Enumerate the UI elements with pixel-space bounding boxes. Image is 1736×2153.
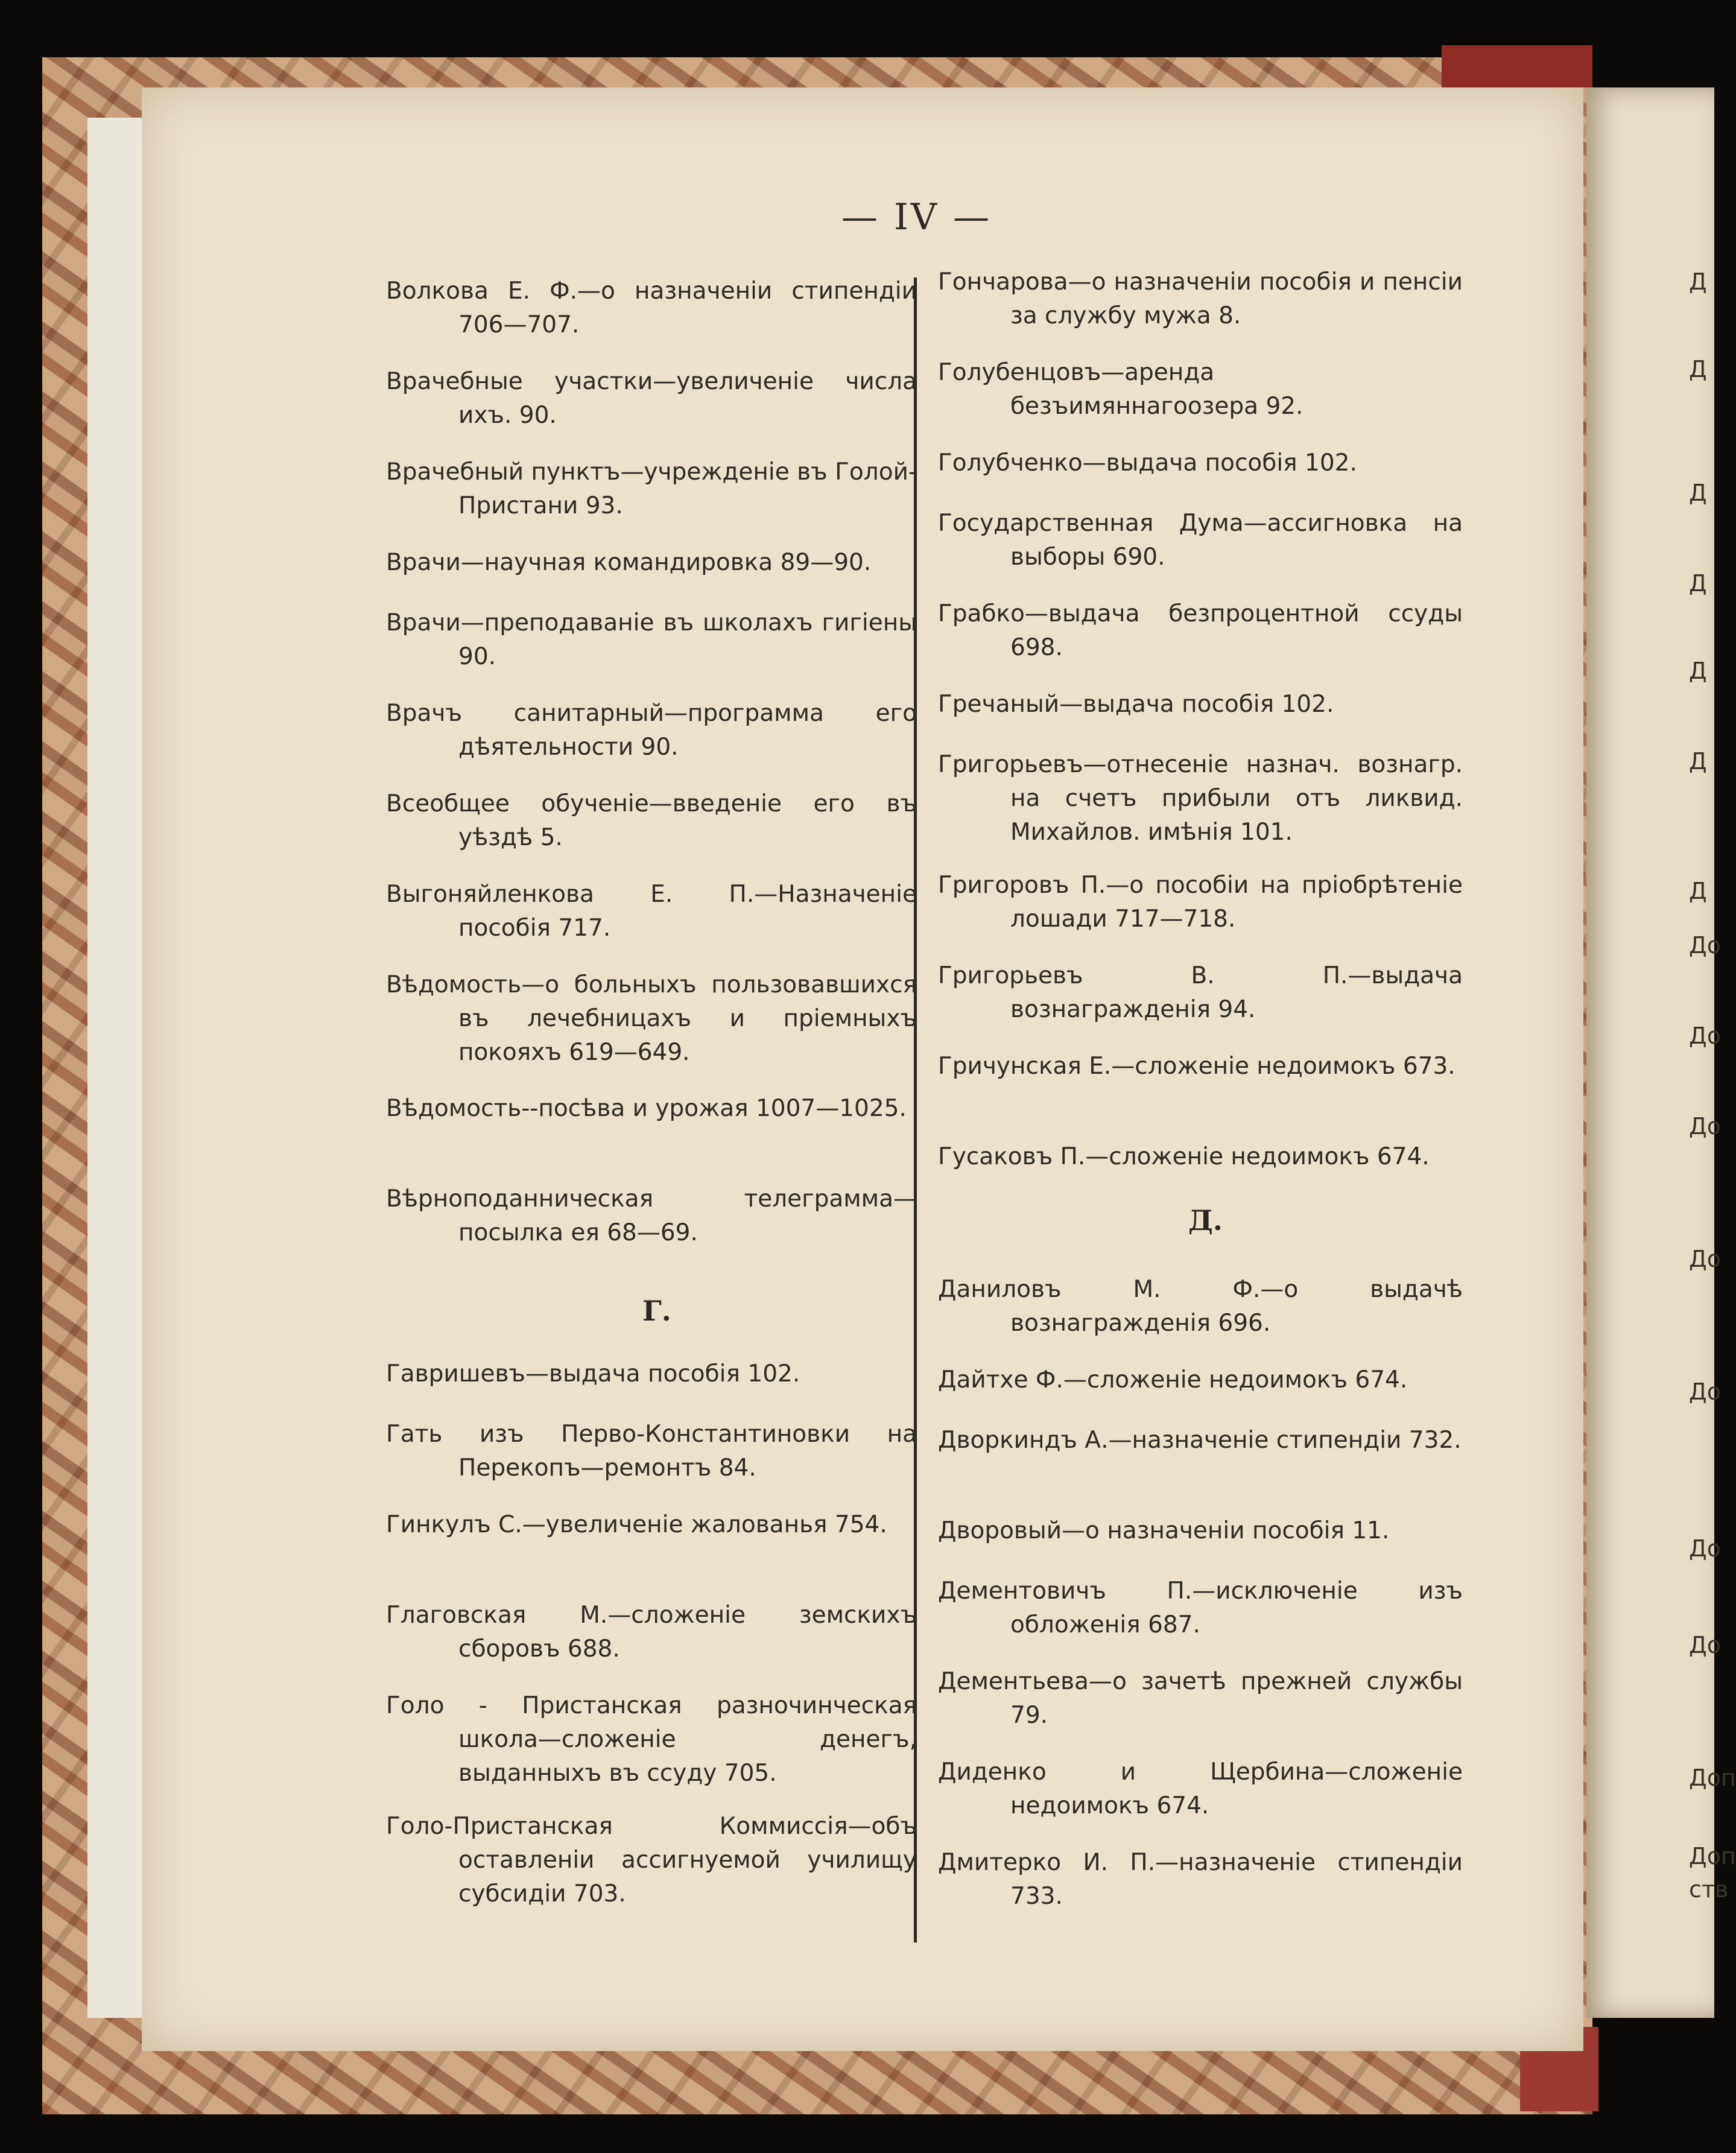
index-entry: Грабко—выдача безпроцентной ссуды 698. (938, 600, 1463, 661)
index-entry: Врачи—научная командировка 89—90. (386, 549, 872, 576)
index-entry: Гусаковъ П.—сложеніе недоимокъ 674. (938, 1143, 1430, 1170)
index-entry: Дементьева—о зачетѣ прежней службы 79. (938, 1668, 1463, 1729)
next-page-fragment: Д (1689, 748, 1707, 775)
next-page-fragment: Д (1689, 356, 1707, 382)
section-letter-d: Д. (1188, 1204, 1223, 1237)
next-page-fragment: Доп (1689, 1765, 1736, 1791)
next-page-fragment: До (1689, 1535, 1721, 1562)
index-entry: Выгоняйленкова Е. П.—Назначеніе пособія 717. (386, 881, 917, 942)
next-page-fragment: Д (1689, 268, 1707, 295)
next-page-fragment: Д (1689, 878, 1707, 904)
index-entry: Голо - Пристанская разночинческая школа—сложеніе денегъ, выданныхъ въ ссуду 705. (386, 1692, 917, 1787)
next-page-fragment: ств (1689, 1876, 1729, 1903)
index-entry: Дмитерко И. П.—назначеніе стипендіи 733. (938, 1849, 1463, 1910)
index-entry: Григорьевъ—отнесеніе назнач. вознагр. на счетъ прибыли отъ ликвид. Михайлов. имѣнія 101. (938, 751, 1463, 846)
next-page-fragment: До (1689, 1113, 1721, 1140)
next-page-fragment: Д (1689, 658, 1707, 684)
index-entry: Глаговская М.—сложеніе земскихъ сборовъ 688. (386, 1602, 917, 1663)
index-entry: Врачъ санитарный—программа его дѣятельности 90. (386, 700, 917, 761)
next-page-fragment: Д (1689, 570, 1707, 597)
index-entry: Гричунская Е.—сложеніе недоимокъ 673. (938, 1053, 1456, 1080)
index-entry: Григоровъ П.—о пособіи на пріобрѣтеніе лошади 717—718. (938, 872, 1463, 933)
page-number: — IV — (841, 196, 992, 238)
index-entry: Вѣрноподанническая телеграмма—посылка ея 68—69. (386, 1185, 917, 1246)
next-page-fragment: До (1689, 1023, 1721, 1049)
index-entry: Диденко и Щербина—сложеніе недоимокъ 674. (938, 1758, 1463, 1819)
index-entry: Государственная Дума—ассигновка на выборы 690. (938, 510, 1463, 571)
next-page-fragment: До (1689, 1246, 1721, 1272)
index-entry: Вѣдомость—о больныхъ пользовавшихся въ лечебницахъ и пріемныхъ покояхъ 619—649. (386, 971, 917, 1066)
index-entry: Гончарова—о назначеніи пособія и пенсіи за службу мужа 8. (938, 268, 1463, 329)
index-entry: Врачебные участки—увеличеніе числа ихъ. 90. (386, 368, 917, 429)
index-entry: Дворкиндъ А.—назначеніе стипендіи 732. (938, 1427, 1462, 1454)
next-page-edge (1586, 87, 1736, 2018)
next-page-fragment: До (1689, 1378, 1721, 1405)
index-entry: Врачебный пунктъ—учрежденіе въ Голой-Пристани 93. (386, 458, 917, 519)
index-entry: Даниловъ М. Ф.—о выдачѣ вознагражденія 696. (938, 1276, 1463, 1337)
index-entry: Всеобщее обученіе—введеніе его въ уѣздѣ 5. (386, 790, 917, 851)
index-entry: Врачи—преподаваніе въ школахъ гигіены 90. (386, 609, 917, 670)
next-page-fragment: Доп (1689, 1843, 1736, 1869)
index-entry: Гинкулъ С.—увеличеніе жалованья 754. (386, 1511, 887, 1538)
index-entry: Вѣдомость--посѣва и урожая 1007—1025. (386, 1095, 907, 1122)
index-entry: Гать изъ Перво-Константиновки на Перекопъ—ремонтъ 84. (386, 1421, 917, 1482)
section-letter-g: Г. (642, 1295, 671, 1327)
next-page-fragment: До (1689, 1632, 1721, 1658)
index-entry: Дементовичъ П.—исключеніе изъ обложенія 687. (938, 1577, 1463, 1638)
spine-binding-top (1442, 45, 1592, 87)
next-page-fragment: До (1689, 932, 1721, 959)
index-entry: Волкова Е. Ф.—о назначеніи стипендіи 706—707. (386, 277, 917, 338)
index-entry: Голо-Пристанская Коммиссія—объ оставленіи ассигнуемой училищу субсидіи 703. (386, 1813, 917, 1907)
index-entry: Дайтхе Ф.—сложеніе недоимокъ 674. (938, 1366, 1408, 1394)
next-page-fragment: Д (1689, 480, 1707, 506)
index-entry: Григорьевъ В. П.—выдача вознагражденія 94. (938, 962, 1463, 1023)
index-entry: Гавришевъ—выдача пособія 102. (386, 1360, 800, 1387)
index-entry: Дворовый—о назначеніи пособія 11. (938, 1517, 1390, 1544)
index-entry: Гречаный—выдача пособія 102. (938, 691, 1334, 718)
index-entry: Голубченко—выдача пособія 102. (938, 449, 1357, 477)
index-entry: Голубенцовъ—аренда безъимяннагоозера 92. (938, 359, 1304, 420)
